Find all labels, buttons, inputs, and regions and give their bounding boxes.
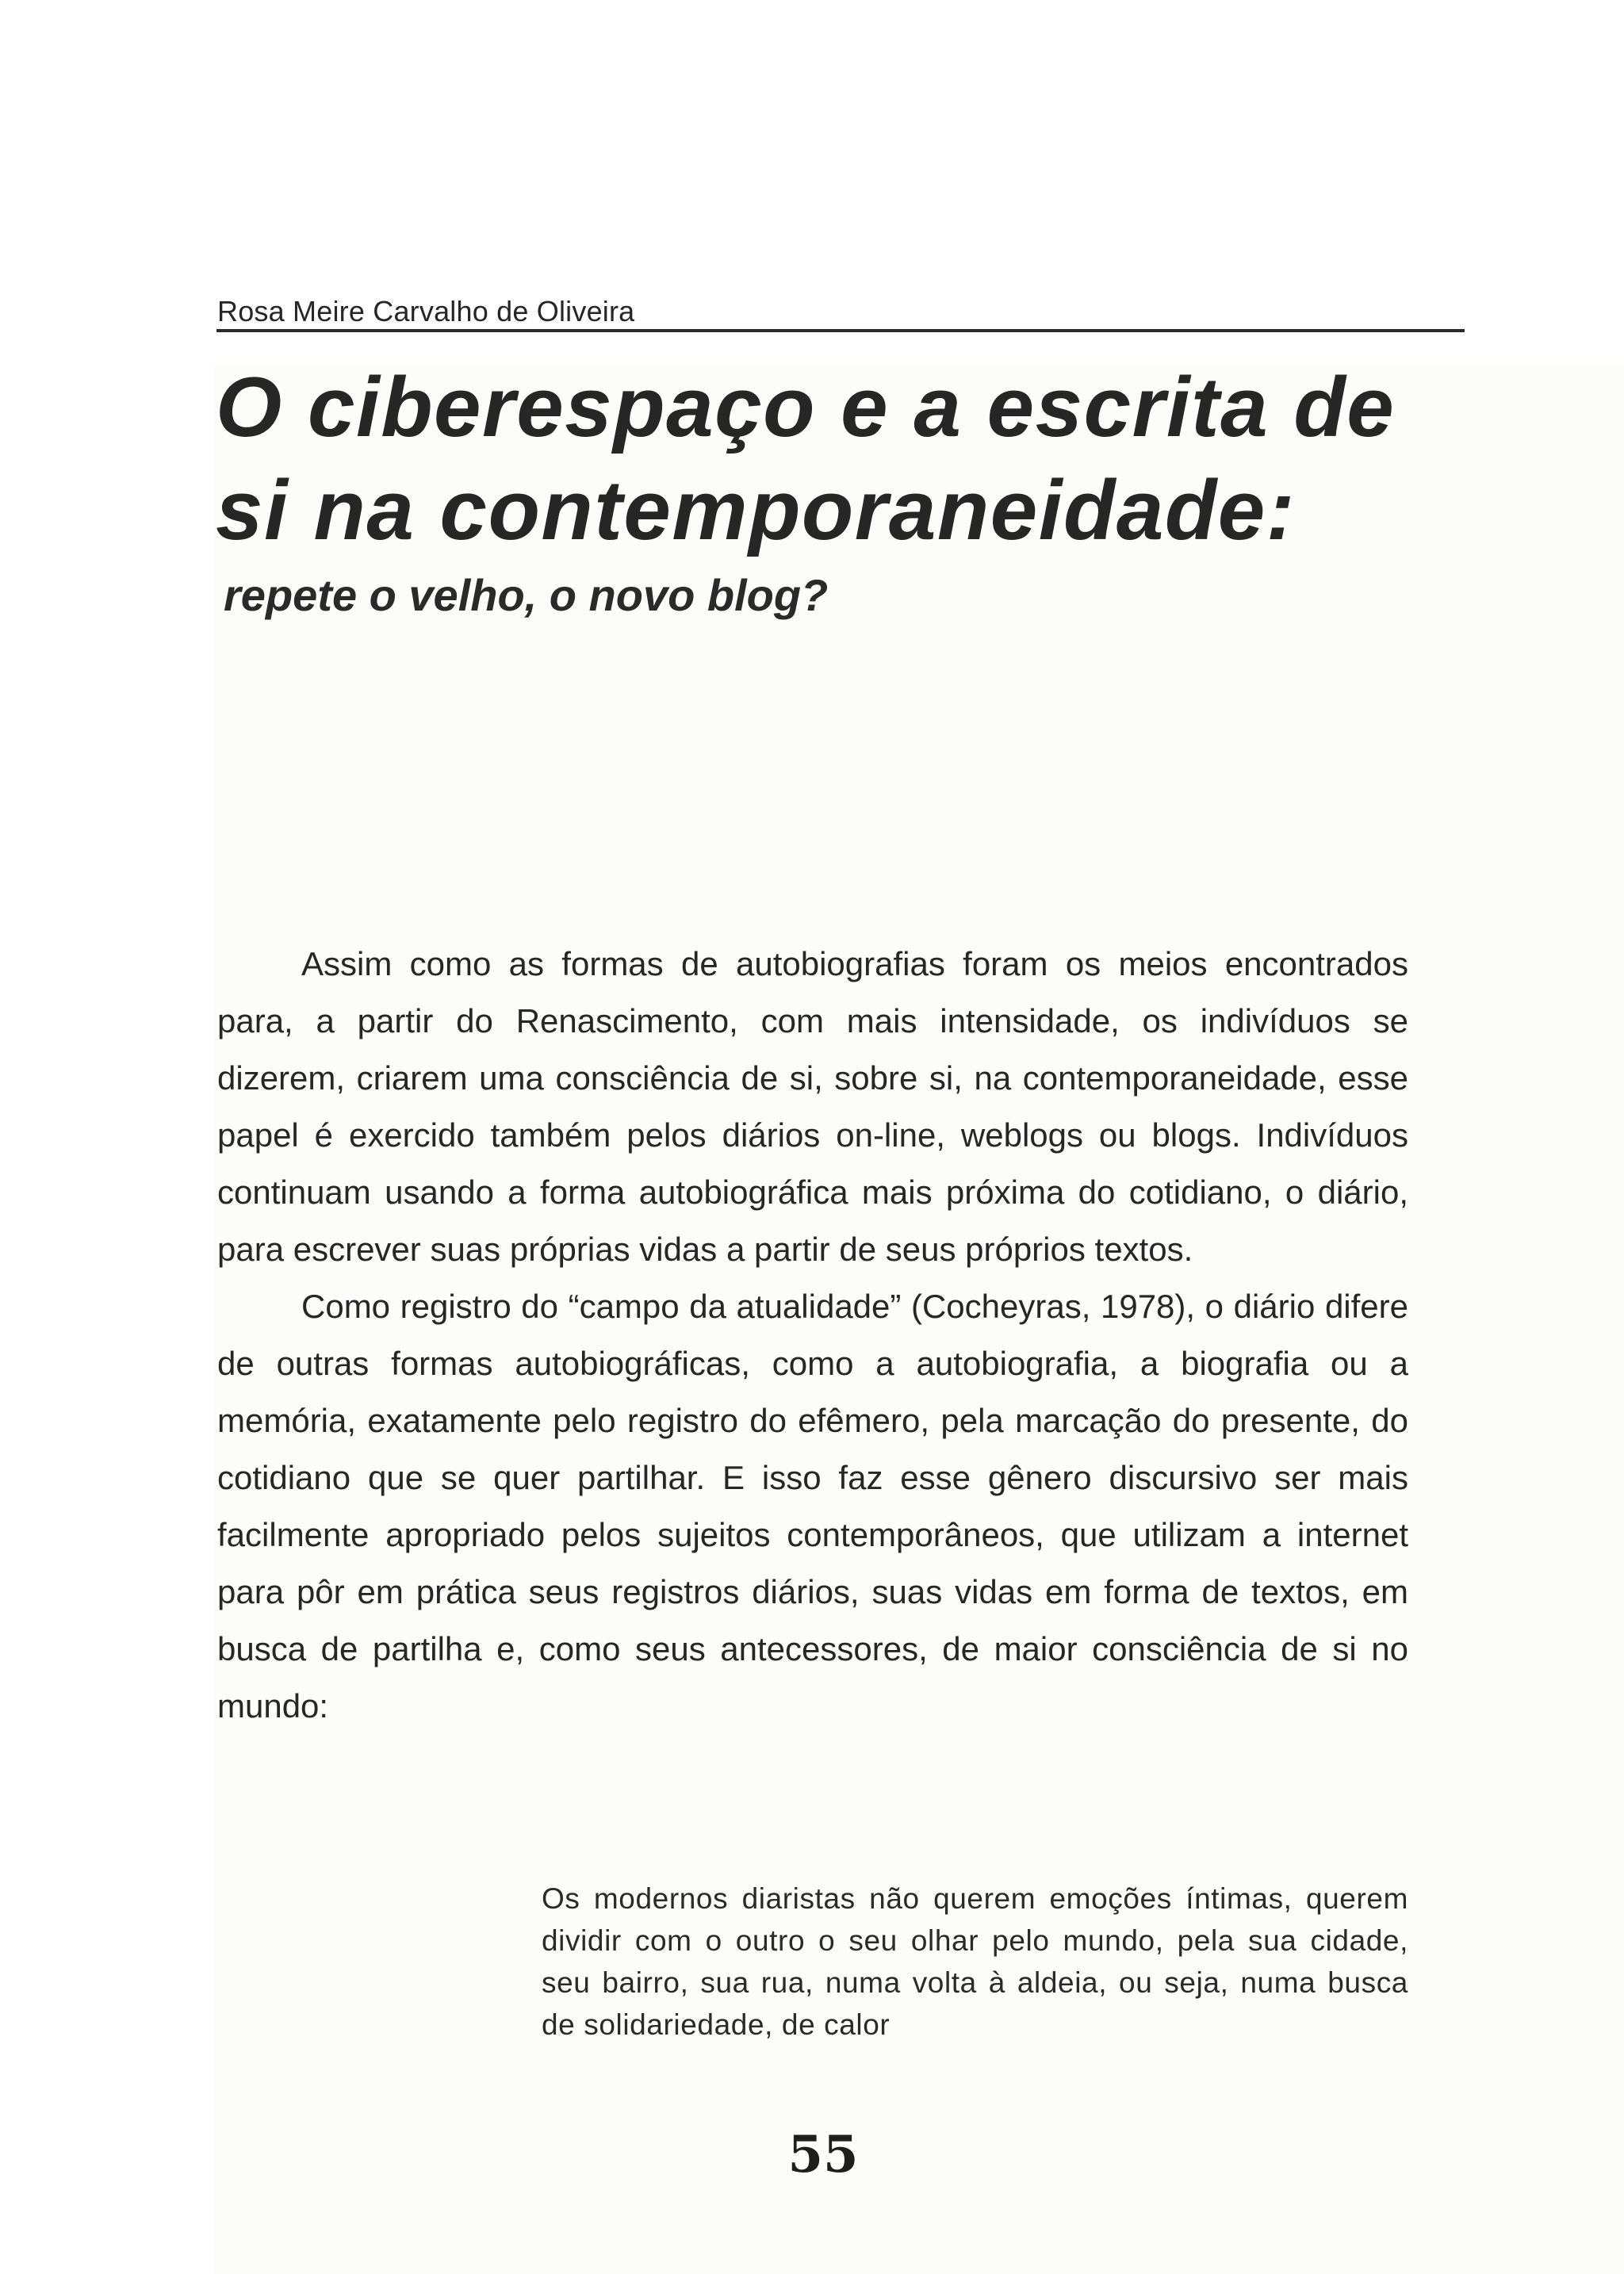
block-quote: Os modernos diaristas não querem emoções íntimas, querem dividir com o outro o seu olhar pelo mundo, pela sua cidade, seu bairro, sua rua, numa volta à aldeia, ou seja, numa busca de solidariedade, de calor xyxy=(542,1882,1408,2041)
author-name: Rosa Meire Carvalho de Oliveira xyxy=(217,295,635,327)
body-paragraph: Como registro do “campo da atualidade” (Cocheyras, 1978), o diário difere de outras formas autobiográficas, como a autobiografia, a biografia ou a memória, exatamente pelo registro do efêmero, pela marcação do presente, do cotidiano que se quer partilhar. E isso faz esse gênero discursivo ser mais facilmente apropriado pelos sujeitos contemporâneos, que utilizam a internet para pôr em prática seus registros diários, suas vidas em forma de textos, em busca de partilha e, como seus antecessores, de maior consciência de si no mundo: xyxy=(217,1288,1408,1725)
article-subtitle: repete o velho, o novo blog? xyxy=(224,570,829,620)
article-body xyxy=(217,936,1408,1735)
article-title: O ciberespaço e a escrita de si na contemporaneidade: xyxy=(216,359,1396,557)
body-paragraph: Assim como as formas de autobiografias foram os meios encontrados para, a partir do Renascimento, com mais intensidade, os indivíduos se dizerem, criarem uma consciência de si, sobre si, na contemporaneidade, esse papel é exercido também pelos diários on-line, weblogs ou blogs. Indivíduos continuam usando a forma autobiográfica mais próxima do cotidiano, o diário, para escrever suas próprias vidas a partir de seus próprios textos. xyxy=(217,945,1408,1268)
page-number: 55 xyxy=(787,2125,859,2184)
header-rule xyxy=(216,329,1465,332)
